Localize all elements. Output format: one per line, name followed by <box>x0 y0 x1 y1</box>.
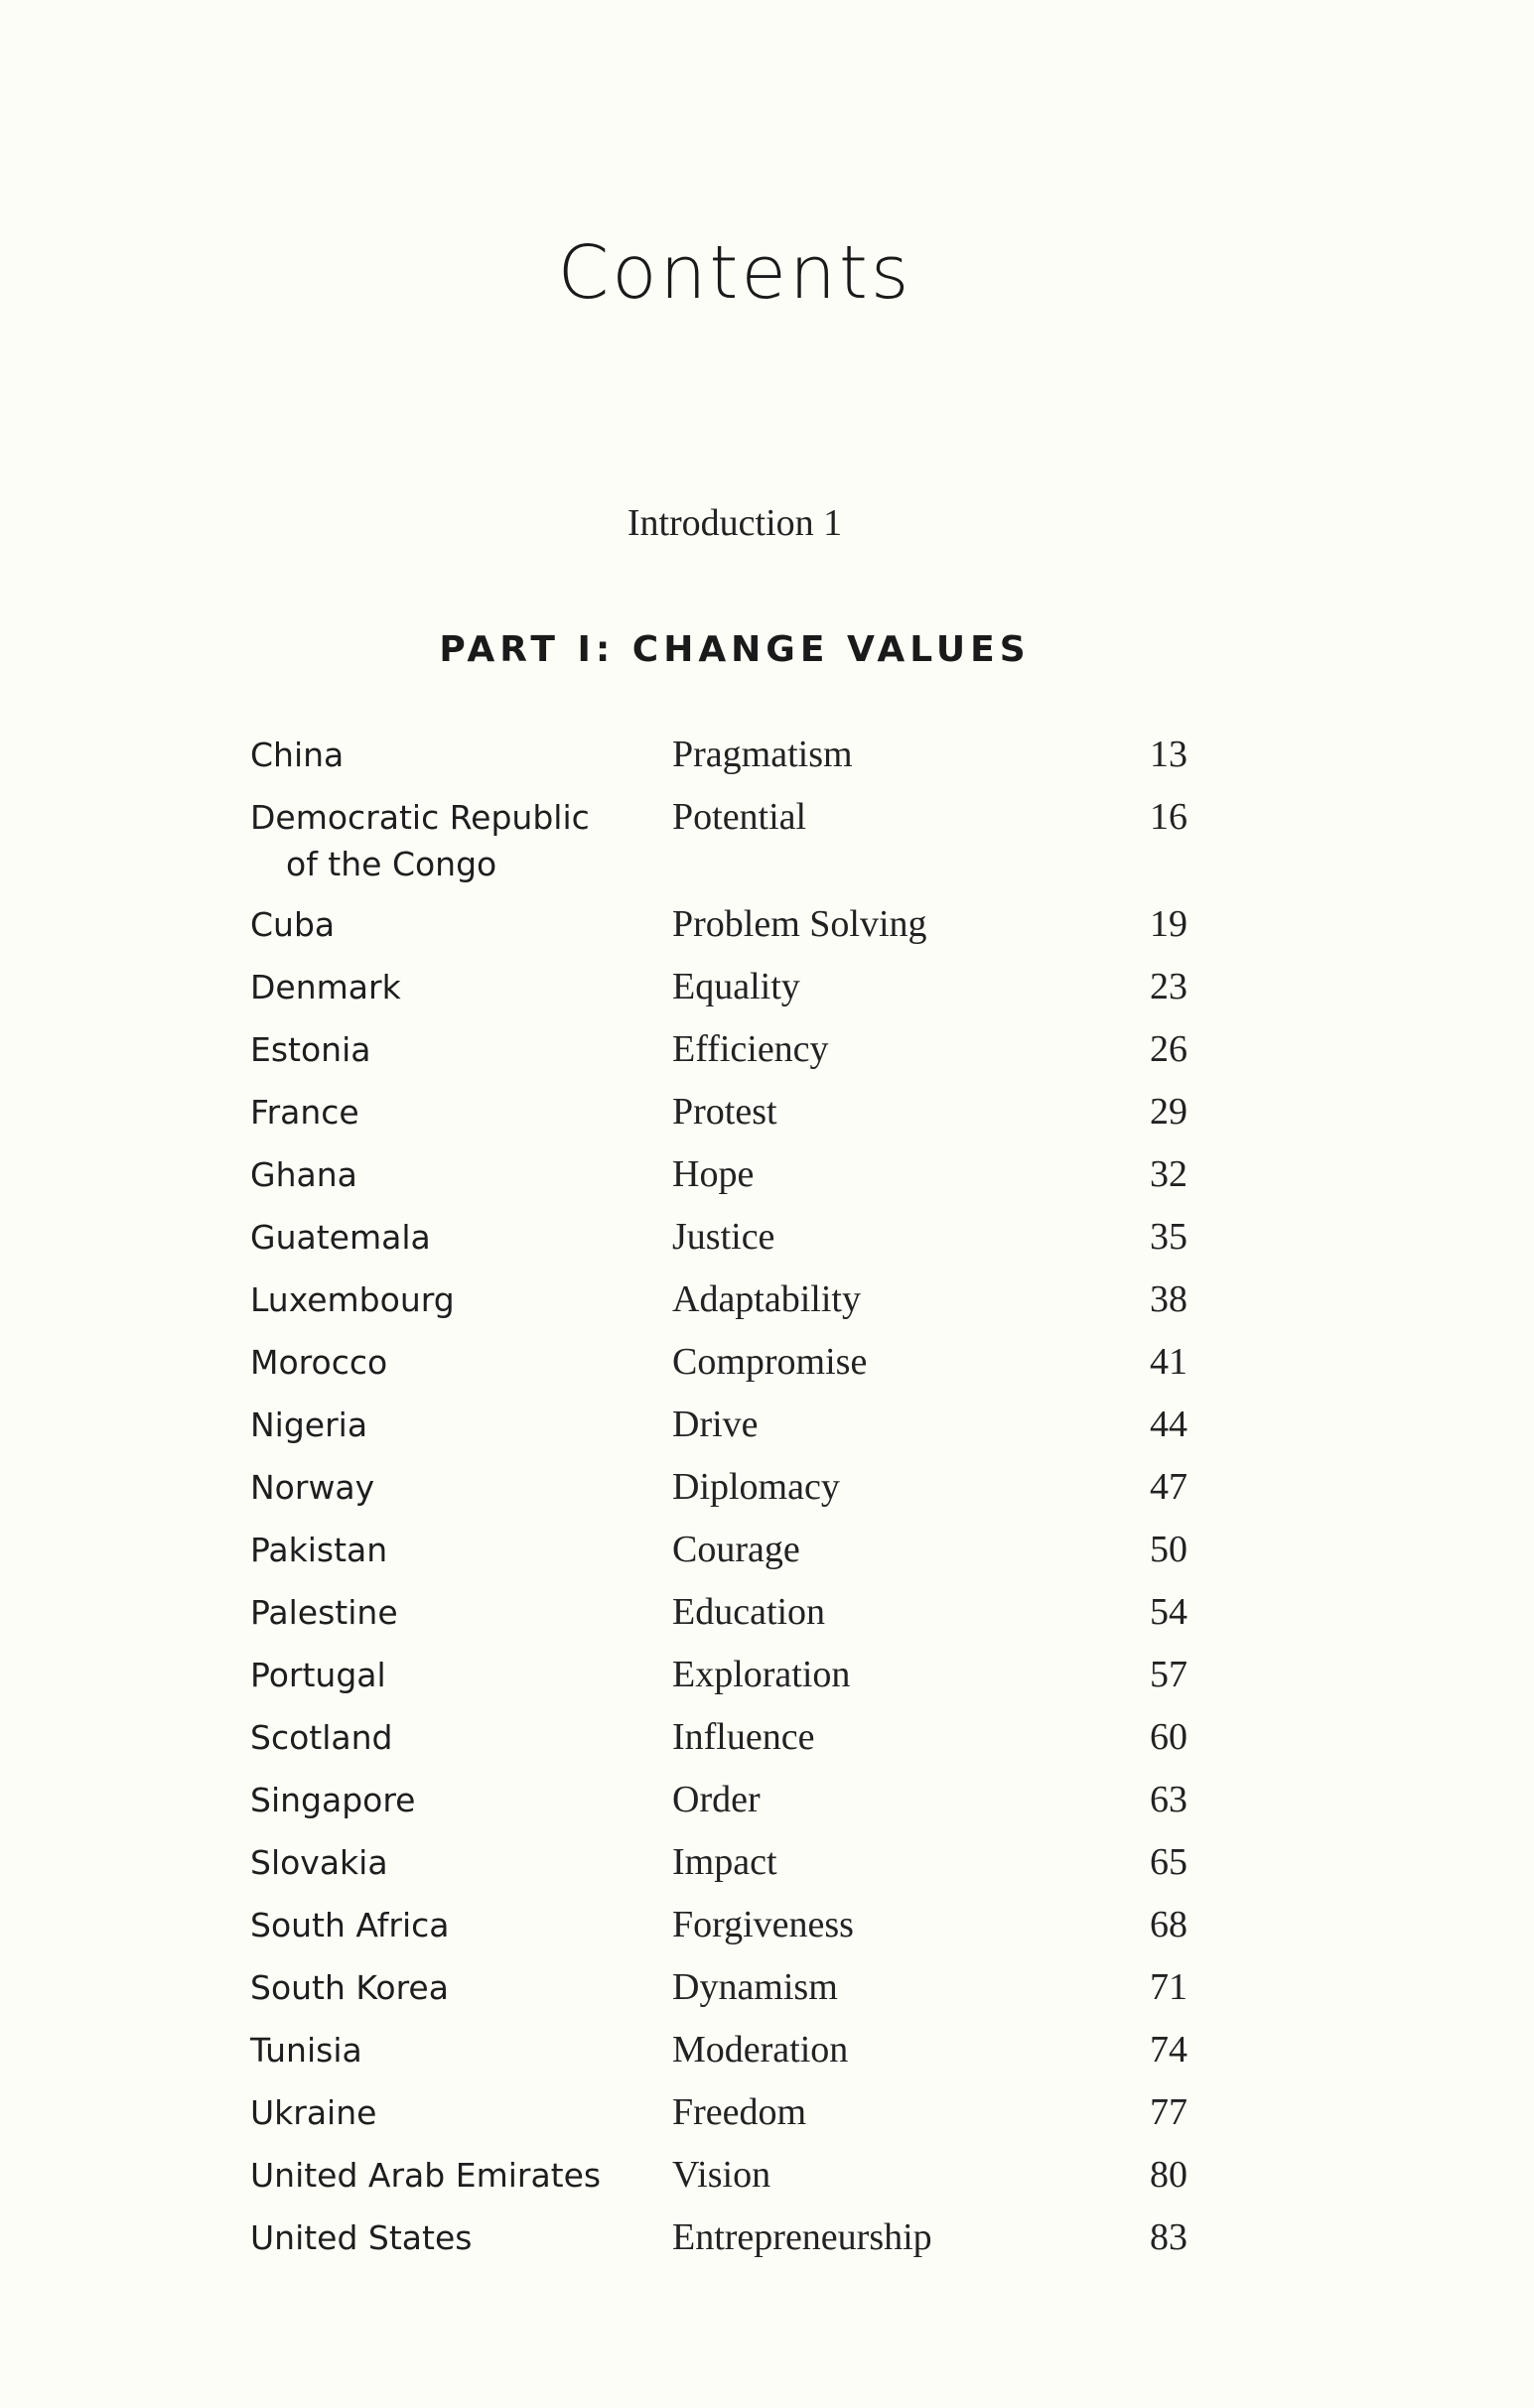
toc-country <box>250 1276 647 1323</box>
toc-country-name: Morocco <box>250 1343 388 1382</box>
toc-page-number: 29 <box>1150 1091 1187 1133</box>
page-title: Contents <box>557 230 912 316</box>
toc-country-name: Cuba <box>250 905 336 944</box>
toc-country <box>250 1902 647 1948</box>
toc-page-number: 63 <box>1150 1779 1187 1820</box>
toc-page-number: 47 <box>1150 1466 1187 1508</box>
toc-value: Order <box>672 1779 761 1820</box>
toc-country <box>250 2027 647 2074</box>
toc-country-name: United States <box>250 2218 473 2257</box>
toc-country <box>250 964 647 1010</box>
toc-value: Equality <box>672 966 800 1007</box>
toc-country-name: Democratic Republic <box>250 798 590 837</box>
toc-country <box>250 1839 647 1886</box>
toc-value: Education <box>672 1591 826 1633</box>
toc-value: Dynamism <box>672 1966 838 2008</box>
toc-country-name-continued: of the Congo <box>286 845 497 883</box>
toc-country-name: France <box>250 1093 359 1132</box>
toc-country <box>250 1339 647 1386</box>
toc-value: Freedom <box>672 2091 807 2133</box>
toc-country-name: Nigeria <box>250 1405 368 1444</box>
toc-page-number: 80 <box>1150 2154 1187 2196</box>
toc-country <box>250 2152 647 2199</box>
toc-country-name: South Korea <box>250 1968 449 2007</box>
toc-country <box>250 1026 647 1073</box>
toc-value: Exploration <box>672 1654 851 1695</box>
toc-country <box>250 1214 647 1261</box>
toc-country-name: Slovakia <box>250 1843 388 1882</box>
toc-country <box>250 1589 647 1636</box>
toc-country-name: Ukraine <box>250 2093 377 2132</box>
toc-country-name: Norway <box>250 1468 375 1507</box>
toc-country <box>250 1402 647 1448</box>
toc-value: Courage <box>672 1529 800 1570</box>
toc-page-number: 19 <box>1150 903 1187 945</box>
toc-page-number: 38 <box>1150 1278 1187 1320</box>
toc-value: Pragmatism <box>672 734 853 775</box>
toc-country <box>250 901 647 948</box>
toc-page-number: 60 <box>1150 1716 1187 1758</box>
toc-country <box>250 794 647 887</box>
toc-country <box>250 1777 647 1823</box>
toc-value: Potential <box>672 796 807 838</box>
toc-page-number: 35 <box>1150 1216 1187 1258</box>
toc-country-name: Estonia <box>250 1030 371 1069</box>
toc-page-number: 32 <box>1150 1153 1187 1195</box>
part-heading: PART I: CHANGE VALUES <box>439 629 1031 670</box>
toc-country <box>250 1464 647 1511</box>
toc-page-number: 50 <box>1150 1529 1187 1570</box>
toc-value: Influence <box>672 1716 815 1758</box>
toc-value: Moderation <box>672 2029 849 2071</box>
toc-page-number: 23 <box>1150 966 1187 1007</box>
toc-page-number: 13 <box>1150 734 1187 775</box>
toc-country-name: Ghana <box>250 1155 357 1194</box>
toc-page-number: 65 <box>1150 1841 1187 1883</box>
toc-value: Adaptability <box>672 1278 861 1320</box>
toc-country <box>250 1151 647 1198</box>
toc-country <box>250 732 647 778</box>
toc-country-name: Singapore <box>250 1781 416 1819</box>
toc-page-number: 44 <box>1150 1404 1187 1445</box>
toc-page-number: 77 <box>1150 2091 1187 2133</box>
toc-page-number: 68 <box>1150 1904 1187 1945</box>
toc-country <box>250 1964 647 2011</box>
toc-country <box>250 1089 647 1136</box>
toc-country-name: Pakistan <box>250 1531 388 1569</box>
toc-page-number: 74 <box>1150 2029 1187 2071</box>
toc-page-number: 57 <box>1150 1654 1187 1695</box>
toc-value: Problem Solving <box>672 903 927 945</box>
toc-country-name: South Africa <box>250 1906 450 1944</box>
toc-value: Drive <box>672 1404 759 1445</box>
toc-country <box>250 1652 647 1698</box>
toc-country-name: Luxembourg <box>250 1280 455 1319</box>
toc-value: Hope <box>672 1153 755 1195</box>
toc-country-name: United Arab Emirates <box>250 2156 602 2195</box>
toc-country-name: Scotland <box>250 1718 393 1757</box>
toc-country <box>250 1527 647 1573</box>
toc-page-number: 16 <box>1150 796 1187 838</box>
toc-country-name: Tunisia <box>250 2031 362 2070</box>
toc-country <box>250 2089 647 2136</box>
toc-value: Vision <box>672 2154 771 2196</box>
introduction-entry[interactable]: Introduction 1 <box>627 502 843 544</box>
toc-value: Diplomacy <box>672 1466 840 1508</box>
toc-country <box>250 1714 647 1761</box>
toc-country-name: Guatemala <box>250 1218 431 1257</box>
toc-value: Protest <box>672 1091 777 1133</box>
toc-page-number: 54 <box>1150 1591 1187 1633</box>
toc-value: Compromise <box>672 1341 868 1383</box>
toc-value: Efficiency <box>672 1028 829 1070</box>
toc-country-name: China <box>250 736 345 774</box>
toc-value: Justice <box>672 1216 775 1258</box>
toc-value: Entrepreneurship <box>672 2216 932 2258</box>
toc-value: Forgiveness <box>672 1904 854 1945</box>
toc-page-number: 41 <box>1150 1341 1187 1383</box>
toc-country-name: Palestine <box>250 1593 398 1632</box>
toc-country-name: Denmark <box>250 968 401 1006</box>
toc-page-number: 83 <box>1150 2216 1187 2258</box>
toc-page-number: 71 <box>1150 1966 1187 2008</box>
toc-value: Impact <box>672 1841 777 1883</box>
toc-country-name: Portugal <box>250 1656 386 1694</box>
toc-country <box>250 2214 647 2261</box>
toc-page-number: 26 <box>1150 1028 1187 1070</box>
